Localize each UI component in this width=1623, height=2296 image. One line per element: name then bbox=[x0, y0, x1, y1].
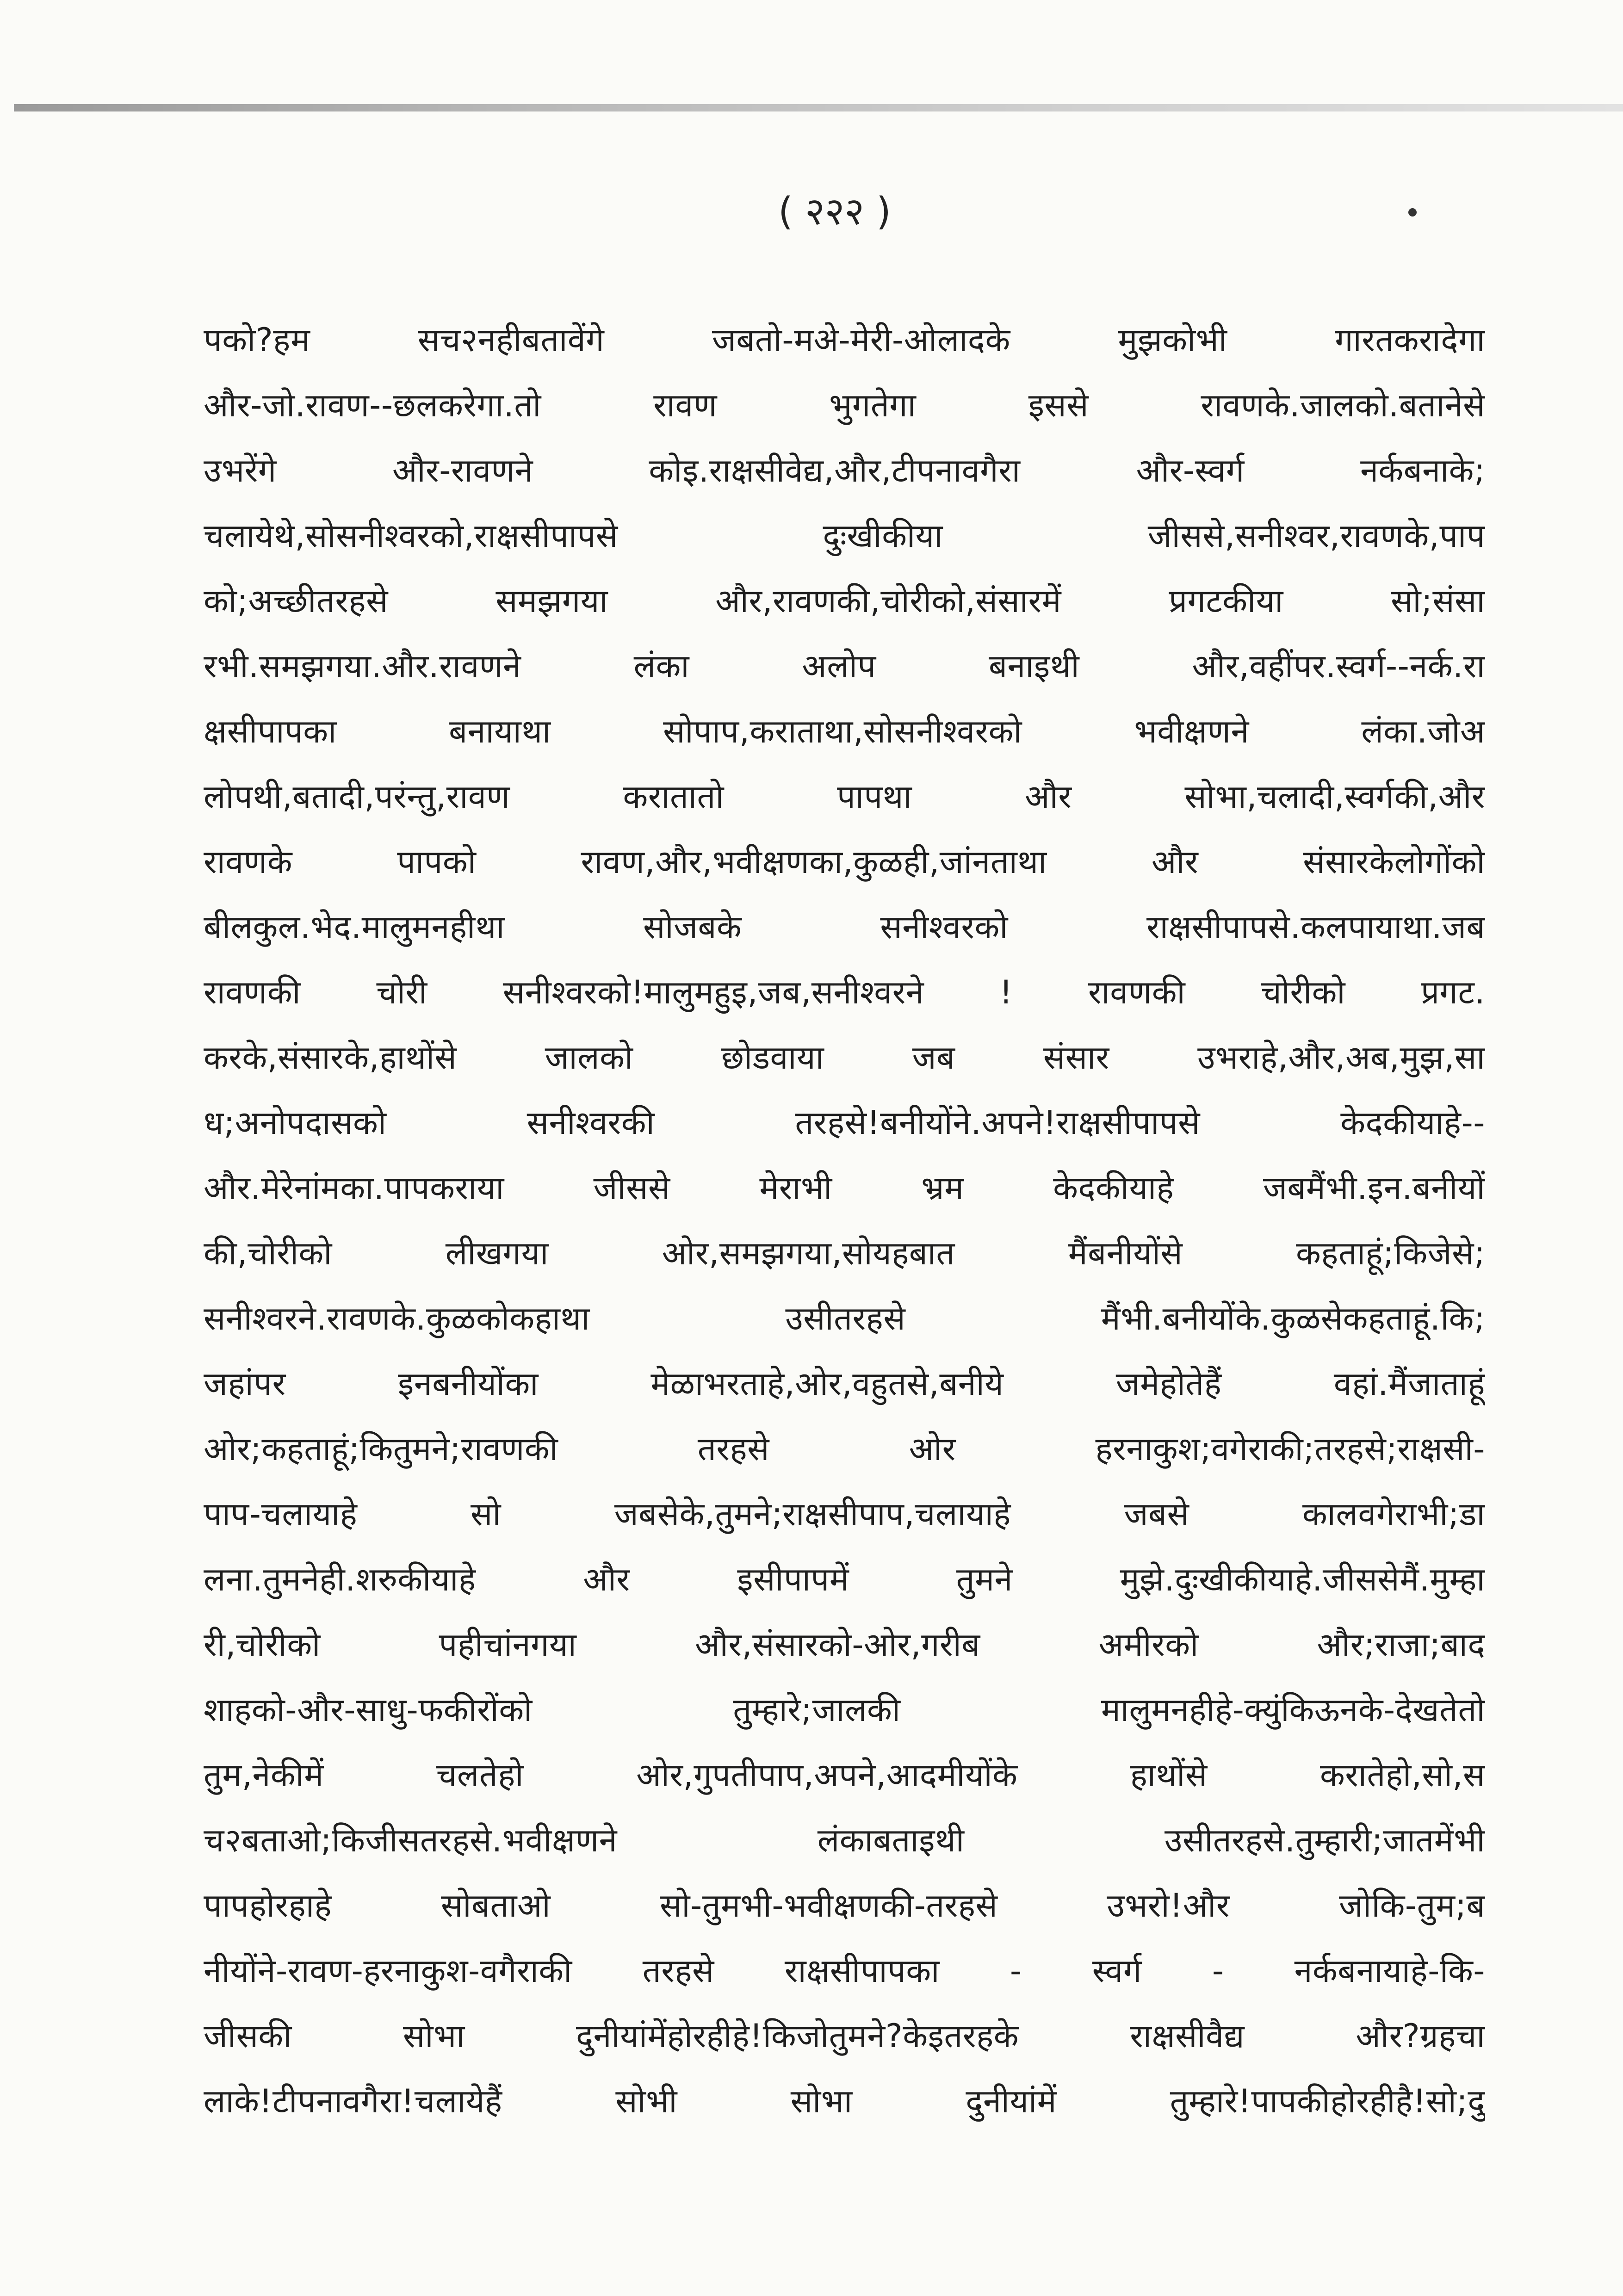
text-line: सनीश्वरने.रावणके.कुळकोकहाथा उसीतरहसे मैंभी.बनीयोंके.कुळसेकहताहूं.कि; bbox=[204, 1300, 1485, 1337]
text-line: करके,संसारके,हाथोंसे जालको छोडवाया जब संसार उभराहे,और,अब,मुझ,सा bbox=[204, 1039, 1485, 1077]
ink-dot bbox=[1408, 208, 1417, 217]
text-line: पाप-चलायाहे सो जबसेके,तुमने;राक्षसीपाप,चलायाहे जबसे कालवगेराभी;डा bbox=[204, 1495, 1485, 1533]
text-line: ध;अनोपदासको सनीश्वरकी तरहसे!बनीयोंने.अपने!राक्षसीपापसे केदकीयाहे-- bbox=[204, 1104, 1485, 1142]
text-line: लोपथी,बतादी,परंन्तु,रावण करातातो पापथा और सोभा,चलादी,स्वर्गकी,और bbox=[204, 778, 1485, 816]
text-line: की,चोरीको लीखगया ओर,समझगया,सोयहबात मैंबनीयोंसे कहताहूं;किजेसे; bbox=[204, 1234, 1485, 1272]
text-line: पापहोरहाहे सोबताओ सो-तुमभी-भवीक्षणकी-तरहसे उभरो!और जोकि-तुम;ब bbox=[204, 1887, 1485, 1925]
text-line: रावणके पापको रावण,और,भवीक्षणका,कुळही,जांनताथा और संसारकेलोगोंको bbox=[204, 843, 1485, 881]
text-line: नीयोंने-रावण-हरनाकुश-वगैराकी तरहसे राक्षसीपापका - स्वर्ग - नर्कबनायाहे-कि- bbox=[204, 1952, 1485, 1990]
text-line: पको?हम सच२नहीबतावेंगे जबतो-मअे-मेरी-ओलादके मुझकोभी गारतकरादेगा bbox=[204, 321, 1485, 359]
text-line: को;अच्छीतरहसे समझगया और,रावणकी,चोरीको,संसारमें प्रगटकीया सो;संसा bbox=[204, 582, 1485, 620]
text-line: ओर;कहताहूं;कितुमने;रावणकी तरहसे ओर हरनाकुश;वगेराकी;तरहसे;राक्षसी- bbox=[204, 1430, 1485, 1468]
text-line: चलायेथे,सोसनीश्वरको,राक्षसीपापसे दुःखीकीया जीससे,सनीश्वर,रावणके,पाप bbox=[204, 517, 1485, 555]
text-line: और.मेरेनांमका.पापकराया जीससे मेराभी भ्रम केदकीयाहे जबमैंभी.इन.बनीयों bbox=[204, 1169, 1485, 1207]
text-line: शाहको-और-साधु-फकीरोंको तुम्हारे;जालकी मालुमनहीहे-क्युंकिऊनके-देखतेतो bbox=[204, 1691, 1485, 1729]
text-line: तुम,नेकीमें चलतेहो ओर,गुपतीपाप,अपने,आदमीयोंके हाथोंसे करातेहो,सो,स bbox=[204, 1756, 1485, 1794]
top-rule bbox=[14, 104, 1623, 111]
text-line: री,चोरीको पहीचांनगया और,संसारको-ओर,गरीब अमीरको और;राजा;बाद bbox=[204, 1626, 1485, 1664]
page-number: ( २२२ ) bbox=[778, 190, 892, 234]
text-line: रावणकी चोरी सनीश्वरको!मालुमहुइ,जब,सनीश्वरने ! रावणकी चोरीको प्रगट. bbox=[204, 973, 1485, 1011]
text-line: लाके!टीपनावगैरा!चलायेहैं सोभी सोभा दुनीयांमें तुम्हारे!पापकीहोरहीहै!सो;दु bbox=[204, 2082, 1485, 2120]
body-text bbox=[204, 308, 1485, 2274]
text-line: रभी.समझगया.और.रावणने लंका अलोप बनाइथी और,वहींपर.स्वर्ग--नर्क.रा bbox=[204, 647, 1485, 685]
text-line: क्षसीपापका बनायाथा सोपाप,कराताथा,सोसनीश्वरको भवीक्षणने लंका.जोअ bbox=[204, 712, 1485, 750]
text-line: लना.तुमनेही.शरुकीयाहे और इसीपापमें तुमने मुझे.दुःखीकीयाहे.जीससेमैं.मुम्हा bbox=[204, 1560, 1485, 1598]
text-line: जहांपर इनबनीयोंका मेळाभरताहे,ओर,वहुतसे,बनीये जमेहोतेहैं वहां.मैंजाताहूं bbox=[204, 1365, 1485, 1403]
text-line: च२बताओ;किजीसतरहसे.भवीक्षणने लंकाबताइथी उसीतरहसे.तुम्हारी;जातमेंभी bbox=[204, 1821, 1485, 1859]
text-line: और-जो.रावण--छलकरेगा.तो रावण भुगतेगा इससे रावणके.जालको.बतानेसे bbox=[204, 386, 1485, 424]
text-line: उभरेंगे और-रावणने कोइ.राक्षसीवेद्य,और,टीपनावगैरा और-स्वर्ग नर्कबनाके; bbox=[204, 452, 1485, 489]
text-line: जीसकी सोभा दुनीयांमेंहोरहीहे!किजोतुमने?केइतरहके राक्षसीवैद्य और?ग्रहचा bbox=[204, 2017, 1485, 2055]
text-line: बीलकुल.भेद.मालुमनहीथा सोजबके सनीश्वरको राक्षसीपापसे.कलपायाथा.जब bbox=[204, 908, 1485, 946]
